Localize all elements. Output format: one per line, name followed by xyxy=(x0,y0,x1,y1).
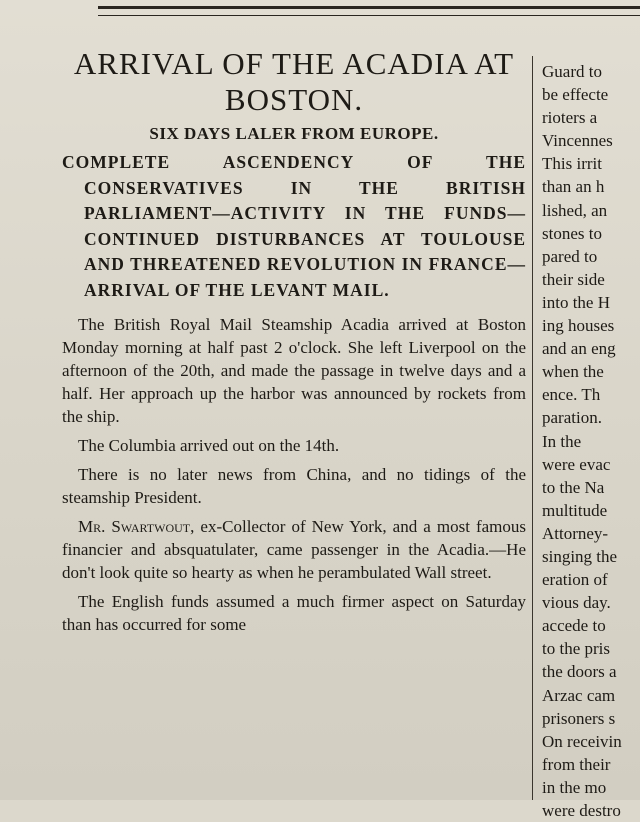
side-column-line: the doors a xyxy=(542,662,617,682)
headline: ARRIVAL OF THE ACADIA AT BOSTON. xyxy=(73,46,515,117)
side-column-line: Attorney- xyxy=(542,523,609,543)
adjacent-column xyxy=(542,60,640,820)
side-column-line: Arzac cam xyxy=(542,685,616,705)
paragraph-arrival: The British Royal Mail Steamship Acadia arrived at Boston Monday morning at half past 2 o'clock. She left Liverpool on the afternoon of the 20th, and made the passage in twelve days and a half. Her approach up the harbor was announced by rockets from the ship. xyxy=(62,315,526,426)
side-column-line: were destro xyxy=(542,801,621,820)
side-column-line: in the mo xyxy=(542,777,607,797)
side-column-line: to the pris xyxy=(542,639,610,659)
side-column-line: from their xyxy=(542,754,611,774)
paragraph-funds: The English funds assumed a much firmer aspect on Saturday than has occurred for some xyxy=(62,592,526,634)
side-column-line: Guard to xyxy=(542,62,602,81)
side-column-line: stones to xyxy=(542,223,602,243)
side-column-line: their side xyxy=(542,269,605,289)
column-divider xyxy=(532,56,533,800)
paragraph-columbia: The Columbia arrived out on the 14th. xyxy=(78,436,340,455)
article-column xyxy=(62,46,526,636)
side-column-line: were evac xyxy=(542,454,611,474)
side-column-line: than an h xyxy=(542,177,605,197)
top-rule xyxy=(98,6,640,16)
side-column-line: ing houses xyxy=(542,316,615,336)
side-column-line: paration. xyxy=(542,408,602,428)
paragraph-china: There is no later news from China, and no tidings of the steamship President. xyxy=(62,465,526,507)
side-column-line: eration of xyxy=(542,570,608,590)
side-column-line: This irrit xyxy=(542,154,602,174)
side-column-line: into the H xyxy=(542,292,610,312)
side-column-line: On receivin xyxy=(542,731,622,751)
side-column-line: ence. Th xyxy=(542,385,601,405)
side-column-line: multitude xyxy=(542,500,608,520)
side-column-line: and an eng xyxy=(542,339,616,359)
side-column-line: vious day. xyxy=(542,593,611,613)
side-column-line: singing the xyxy=(542,546,618,566)
swartwout-text: ex-Collector of New York, and a most famous financier and absquatulater, came passenger in the Acadia.—He don't look quite so hearty as when he perambulated Wall street. xyxy=(62,517,527,582)
paragraph-swartwout xyxy=(62,515,526,584)
subheadline: SIX DAYS LALER FROM EUROPE. xyxy=(149,124,439,143)
summary-deck: COMPLETE ASCENDENCY OF THE CONSERVATIVES IN THE BRITISH PARLIAMENT—ACTIVITY IN THE FUNDS—CONTINUED DISTURBANCES AT TOULOUSE AND THREATENED REVOLUTION IN FRANCE—ARRIVAL OF THE LEVANT MAIL. xyxy=(62,152,526,300)
side-column-line: Vincennes xyxy=(542,131,613,151)
side-column-line: In the xyxy=(542,431,582,451)
side-column-line: be effecte xyxy=(542,85,609,105)
side-column-line: pared to xyxy=(542,246,598,266)
side-column-line: to the Na xyxy=(542,477,605,497)
side-column-line: accede to xyxy=(542,616,606,636)
side-column-line: when the xyxy=(542,362,604,382)
side-column-line: rioters a xyxy=(542,108,598,128)
side-column-line: prisoners s xyxy=(542,708,616,728)
side-column-line: lished, an xyxy=(542,200,608,220)
swartwout-name: Mr. Swartwout, xyxy=(78,517,195,536)
